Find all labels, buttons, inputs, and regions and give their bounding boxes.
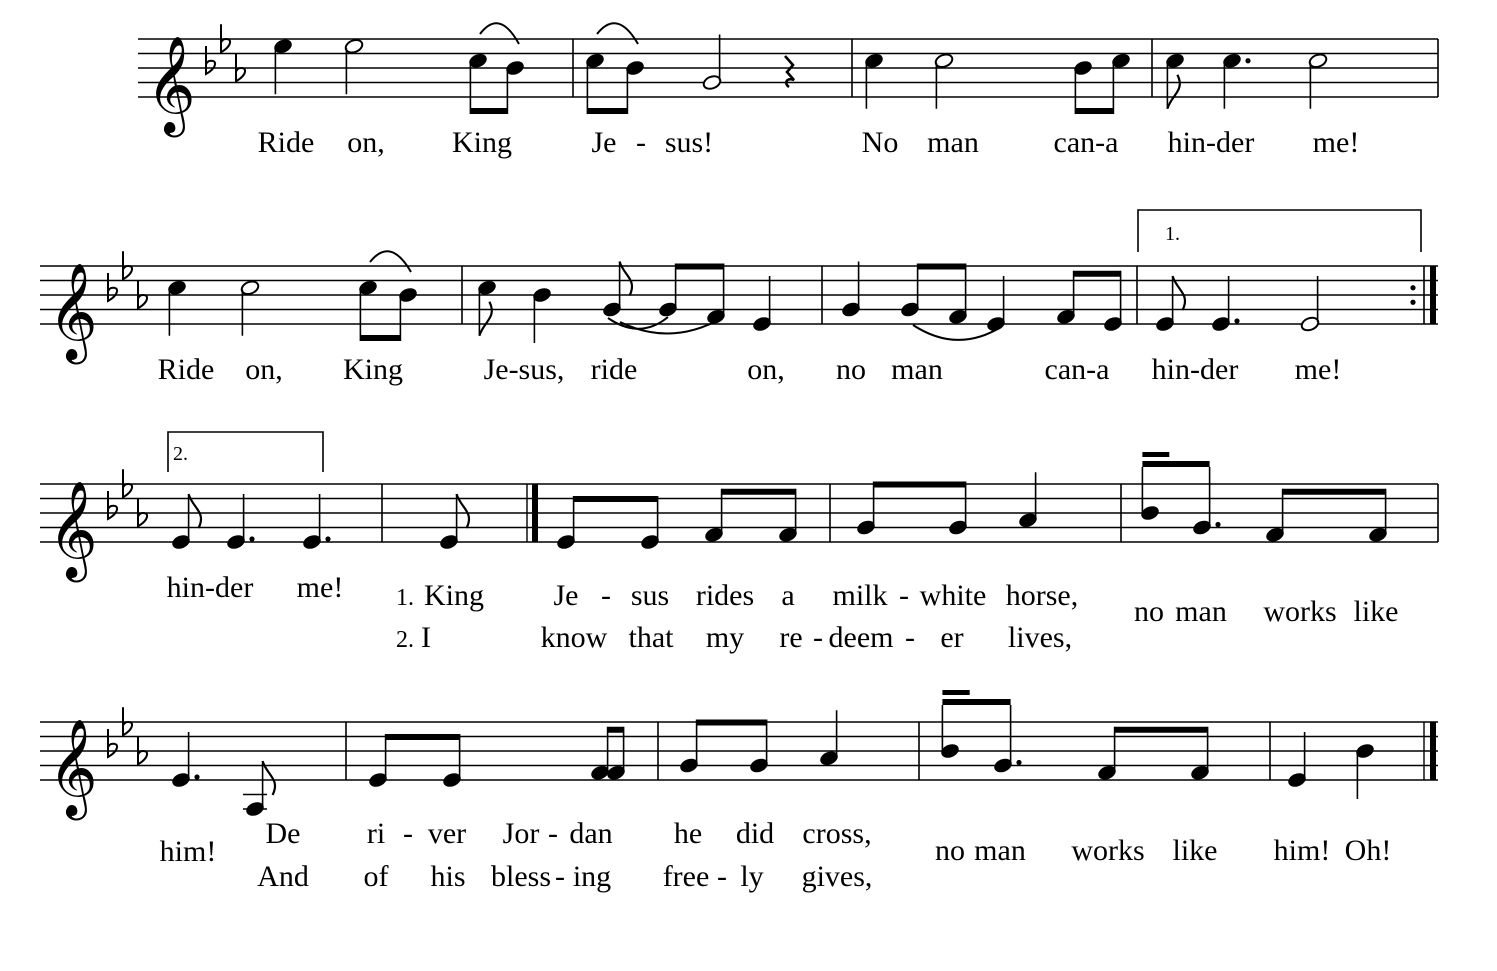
lyric-syllable: hin-der — [166, 571, 254, 604]
lyrics-line-4-verse-2 — [257, 860, 872, 893]
thick-barline — [532, 484, 538, 542]
lyric-syllable: milk — [832, 579, 888, 612]
lyric-syllable: free — [662, 860, 710, 893]
lyric-syllable: No — [861, 126, 899, 159]
slur — [370, 251, 411, 272]
lyric-syllable: like — [1172, 834, 1218, 867]
lyrics-line-3-verse-2 — [396, 621, 1072, 654]
treble-clef-icon: 𝄞 — [146, 39, 196, 132]
lyric-syllable: ver — [427, 817, 467, 850]
augmentation-dot — [1016, 760, 1021, 765]
volta-2-label: 2. — [173, 443, 188, 465]
augmentation-dot — [1215, 522, 1220, 527]
lyric-syllable: his — [430, 860, 466, 893]
lyric-syllable: man — [974, 834, 1026, 867]
flat-sign — [108, 491, 117, 519]
lyric-syllable: Ride — [157, 353, 215, 386]
flat-sign — [138, 736, 147, 764]
beam — [918, 264, 966, 270]
beam — [942, 690, 969, 695]
flat-sign — [206, 46, 215, 74]
volta-1-label: 1. — [1165, 223, 1180, 245]
lyric-syllable: of — [363, 860, 389, 893]
beam — [386, 734, 460, 740]
lyric-syllable: man — [1175, 595, 1227, 628]
lyric-hyphen: - — [813, 621, 823, 654]
lyric-syllable: hin-der — [1167, 126, 1255, 159]
beam — [574, 496, 658, 502]
lyric-syllable: lives, — [1007, 621, 1073, 654]
lyric-syllable: works — [1071, 834, 1145, 867]
lyric-syllable: can-a — [1044, 353, 1110, 386]
beam — [1283, 489, 1386, 495]
lyric-syllable: deem — [828, 621, 894, 654]
lyric-syllable: horse, — [1005, 579, 1079, 612]
lyric-syllable: me! — [296, 571, 344, 604]
lyric-hyphen: - — [548, 817, 558, 850]
lyric-syllable: King — [452, 126, 512, 159]
lyric-syllable: know — [540, 621, 608, 654]
beam — [470, 108, 507, 114]
lyric-hyphen: - — [555, 860, 565, 893]
flat-sign — [123, 469, 132, 497]
note-flag — [479, 302, 491, 336]
lyric-syllable: gives, — [801, 860, 873, 893]
lyric-syllable: cross, — [802, 817, 872, 850]
lyric-syllable: ride — [590, 353, 638, 386]
lyric-syllable: me! — [1312, 126, 1360, 159]
beam — [1075, 108, 1113, 114]
lyric-syllable: rides — [695, 579, 755, 612]
lyric-syllable: King — [424, 579, 484, 612]
beam — [587, 108, 627, 114]
lyric-syllable: on, — [245, 353, 283, 386]
treble-clef-icon: 𝄞 — [48, 484, 98, 577]
lyric-syllable: my — [705, 621, 745, 654]
flat-sign — [123, 251, 132, 279]
lyric-syllable: Ride — [257, 126, 315, 159]
verse-number: 2. — [396, 627, 414, 653]
lyric-syllable: sus — [630, 579, 670, 612]
lyric-syllable: man — [927, 126, 979, 159]
lyric-syllable: ing — [572, 860, 612, 893]
lyric-syllable: Je — [591, 126, 617, 159]
lyrics-line-4-verse-1 — [160, 817, 1392, 868]
augmentation-dot — [1234, 318, 1239, 323]
lyric-syllable: Je-sus, — [483, 353, 565, 386]
thick-barline — [1430, 722, 1436, 780]
lyric-hyphen: - — [636, 126, 646, 159]
beam — [1142, 461, 1209, 467]
lyric-hyphen: - — [403, 817, 413, 850]
thick-barline — [1430, 266, 1436, 324]
slur — [480, 23, 519, 44]
repeat-dot — [1410, 285, 1415, 290]
lyric-syllable: no — [935, 834, 965, 867]
lyric-syllable: bless — [491, 860, 551, 893]
lyrics-line-3-verse-1 — [167, 571, 1399, 628]
lyric-syllable: on, — [347, 126, 385, 159]
beam — [608, 727, 624, 733]
beam — [874, 482, 966, 488]
lyric-syllable: And — [257, 860, 309, 893]
volta-bracket — [168, 432, 323, 472]
lyric-syllable: a — [781, 579, 795, 612]
flat-sign — [108, 273, 117, 301]
beam — [1115, 727, 1208, 733]
flat-sign — [108, 729, 117, 757]
lyric-syllable: white — [919, 579, 987, 612]
augmentation-dot — [325, 536, 330, 541]
lyric-hyphen: - — [899, 579, 909, 612]
lyric-hyphen: - — [905, 621, 915, 654]
lyric-syllable: Oh! — [1344, 834, 1392, 867]
lyric-syllable: dan — [569, 817, 613, 850]
lyric-syllable: er — [940, 621, 964, 654]
beam — [942, 699, 1010, 705]
lyric-syllable: no — [836, 353, 866, 386]
lyric-syllable: man — [891, 353, 943, 386]
beam — [1142, 452, 1169, 457]
lyric-syllable: me! — [1294, 353, 1342, 386]
repeat-dot — [1410, 300, 1415, 305]
beam — [360, 335, 400, 341]
lyric-hyphen: - — [601, 579, 611, 612]
lyrics-layer — [158, 126, 1399, 893]
lyric-syllable: I — [421, 621, 431, 654]
lyrics-line-2 — [158, 353, 1342, 386]
lyric-syllable: works — [1263, 595, 1337, 628]
lyric-syllable: he — [673, 817, 703, 850]
lyric-syllable: did — [735, 817, 775, 850]
lyric-syllable: ly — [740, 860, 764, 893]
beam — [722, 489, 796, 495]
lyric-syllable: on, — [747, 353, 785, 386]
flat-sign — [138, 280, 147, 308]
lyric-syllable: hin-der — [1151, 353, 1239, 386]
slur — [597, 23, 638, 44]
flat-sign — [123, 707, 132, 735]
lyric-syllable: like — [1353, 595, 1399, 628]
lyric-syllable: De — [265, 817, 301, 850]
lyric-syllable: that — [628, 621, 674, 654]
flat-sign — [221, 24, 230, 52]
lyric-syllable: re — [779, 621, 803, 654]
lyric-syllable: Jor — [502, 817, 540, 850]
lyric-syllable: Je — [553, 579, 579, 612]
lyrics-line-1 — [258, 126, 1360, 159]
augmentation-dot — [1245, 58, 1250, 63]
note-flag — [1167, 75, 1179, 109]
lyric-syllable: King — [343, 353, 403, 386]
augmentation-dot — [249, 536, 254, 541]
lyric-syllable: ri — [366, 817, 386, 850]
augmentation-dot — [194, 774, 199, 779]
lyric-hyphen: - — [717, 860, 727, 893]
lyric-syllable: sus! — [664, 126, 714, 159]
treble-clef-icon: 𝄞 — [48, 722, 98, 815]
verse-number: 1. — [396, 585, 414, 611]
beam — [1074, 271, 1121, 277]
beam — [697, 720, 767, 726]
flat-sign — [138, 498, 147, 526]
treble-clef-icon: 𝄞 — [48, 266, 98, 359]
volta-bracket — [1138, 210, 1421, 252]
lyric-syllable: him! — [1273, 834, 1331, 867]
beam — [676, 264, 724, 270]
tie — [608, 317, 668, 329]
slur — [620, 318, 722, 333]
lyric-syllable: can-a — [1053, 126, 1119, 159]
flat-sign — [236, 53, 245, 81]
lyric-syllable: him! — [159, 835, 217, 868]
lyric-syllable: no — [1134, 595, 1164, 628]
